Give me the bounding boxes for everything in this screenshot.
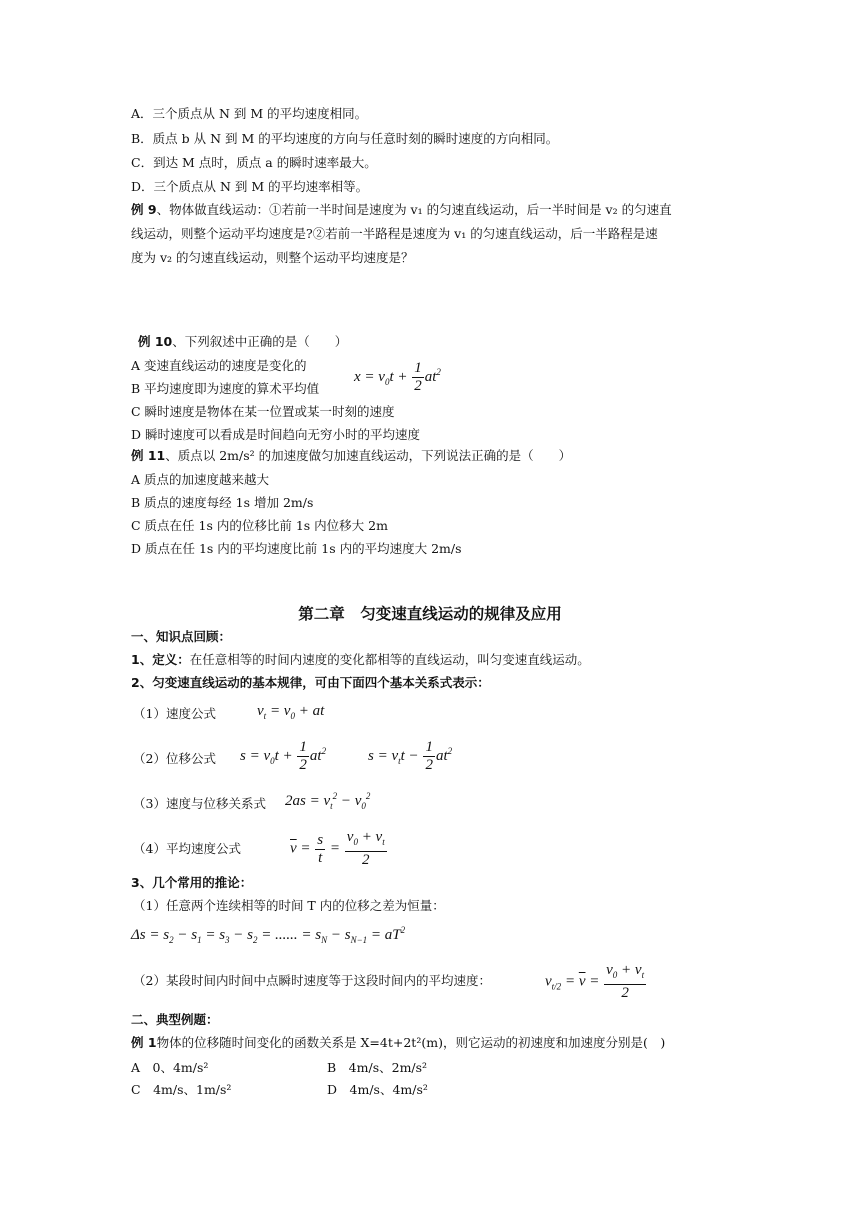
formula2a: $s = v_0t$ + $\frac{1}{2}$ $at^2$ [240, 739, 327, 773]
s2-ex1-label: 例 1 [131, 1035, 157, 1050]
ex10-formula: $x = v_0t$ + $\frac{1}{2}$ $at^2$ [354, 360, 441, 394]
rules-title: 2、匀变速直线运动的基本规律，可由下面四个基本关系式表示： [131, 675, 490, 690]
formula4-label: （4）平均速度公式 [133, 841, 241, 856]
section2-title: 二、典型例题： [131, 1012, 219, 1027]
formula1: $v_t = v_0$ + at [257, 703, 325, 721]
inference2-formula: $v_{t/2} = \overline{v}$ = $\frac{v_0 + v_t}{2}$ [545, 962, 645, 1001]
ex10-option-c: C 瞬时速度是物体在某一位置或某一时刻的速度 [131, 404, 395, 419]
s2-ex1-option-d: D 4m/s、4m/s² [327, 1082, 428, 1097]
formula2-label: （2）位移公式 [133, 751, 216, 766]
ex11-option-b: B 质点的速度每经 1s 增加 2m/s [131, 495, 314, 510]
inference-title: 3、几个常用的推论： [131, 875, 253, 890]
fraction-half: $\frac{1}{2}$ [425, 739, 433, 773]
s2-ex1-option-c: C 4m/s、1m/s² [131, 1082, 232, 1097]
s2-ex1-option-a: A 0、4m/s² [131, 1060, 209, 1075]
section1-title: 一、知识点回顾： [131, 629, 232, 644]
ex9-line-2: 线运动，则整个运动平均速度是?②若前一半路程是速度为 v₁ 的匀速直线运动，后一半路程是速 [131, 226, 658, 241]
formula1-label: （1）速度公式 [133, 706, 216, 721]
ex11-option-d: D 质点在任 1s 内的平均速度比前 1s 内的平均速度大 2m/s [131, 541, 462, 556]
fraction-half: $\frac{1}{2}$ [414, 360, 422, 394]
ex10-stem-line [138, 333, 347, 351]
formula3: $2as = v_t^2 - v_0^2$ [285, 791, 371, 811]
ex10-option-b: B 平均速度即为速度的算术平均值 [131, 381, 320, 396]
ex9-label: 例 9 [131, 202, 157, 217]
ex10-option-a: A 变速直线运动的速度是变化的 [131, 358, 307, 373]
formula2b: $s = v_tt$ − $\frac{1}{2}$ $at^2$ [368, 739, 453, 773]
ex11-option-c: C 质点在任 1s 内的位移比前 1s 内位移大 2m [131, 518, 388, 533]
fraction-half: $\frac{1}{2}$ [299, 739, 307, 773]
ex11-stem-line [131, 447, 571, 465]
s2-ex1-option-b: B 4m/s、2m/s² [327, 1060, 428, 1075]
s2-ex1-line [131, 1034, 665, 1052]
inference1: （1）任意两个连续相等的时间 T 内的位移之差为恒量： [133, 898, 445, 913]
chapter-title: 第二章 匀变速直线运动的规律及应用 [298, 605, 562, 623]
ex10-option-d: D 瞬时速度可以看成是时间趋向无穷小时的平均速度 [131, 427, 420, 442]
fraction-v0-plus-vt: $\frac{v_0 + v_t}{2}$ [606, 962, 645, 1001]
fraction-v0-plus-vt: $\frac{v_0 + v_t}{2}$ [346, 829, 385, 868]
inference1-formula: $\Delta s = s_2 - s_1 = s_3 - s_2$ = ...... = $s_N - s_{N-1} = aT^2$ [131, 925, 406, 945]
ex10-stem: 、下列叙述中正确的是（ ） [172, 334, 348, 349]
ex10-label: 例 10 [138, 334, 173, 349]
ex9-line-3: 度为 v₂ 的匀速直线运动，则整个运动平均速度是？ [131, 250, 414, 265]
ex9-line-1 [131, 201, 672, 219]
ex11-label: 例 11 [131, 448, 166, 463]
q8-option-c: C．到达 M 点时，质点 a 的瞬时速率最大。 [131, 155, 377, 170]
q8-option-b: B．质点 b 从 N 到 M 的平均速度的方向与任意时刻的瞬时速度的方向相同。 [131, 131, 559, 146]
q8-option-a: A．三个质点从 N 到 M 的平均速度相同。 [131, 106, 368, 121]
q8-option-d: D．三个质点从 N 到 M 的平均速率相等。 [131, 179, 369, 194]
ex9-text-1: 、物体做直线运动：①若前一半时间是速度为 v₁ 的匀速直线运动，后一半时间是 v₂ 的匀速直 [156, 202, 672, 217]
formula3-label: （3）速度与位移关系式 [133, 796, 266, 811]
ex11-stem: 、质点以 2m/s² 的加速度做匀加速直线运动，下列说法正确的是（ ） [165, 448, 572, 463]
s2-ex1-text: 物体的位移随时间变化的函数关系是 X=4t+2t²(m)，则它运动的初速度和加速度分别是( ) [156, 1035, 666, 1050]
formula4: $\overline{v}$ = $\frac{s}{t}$ = $\frac{v_0 + v_t}{2}$ [290, 829, 385, 868]
ex11-option-a: A 质点的加速度越来越大 [131, 472, 270, 487]
fraction-s-over-t: $\frac{s}{t}$ [317, 831, 324, 866]
definition-text: 在任意相等的时间内速度的变化都相等的直线运动，叫匀变速直线运动。 [189, 652, 590, 667]
definition-label: 1、定义： [131, 652, 190, 667]
definition-line [131, 651, 590, 669]
inference2: （2）某段时间内时间中点瞬时速度等于这段时间内的平均速度： [133, 973, 491, 988]
